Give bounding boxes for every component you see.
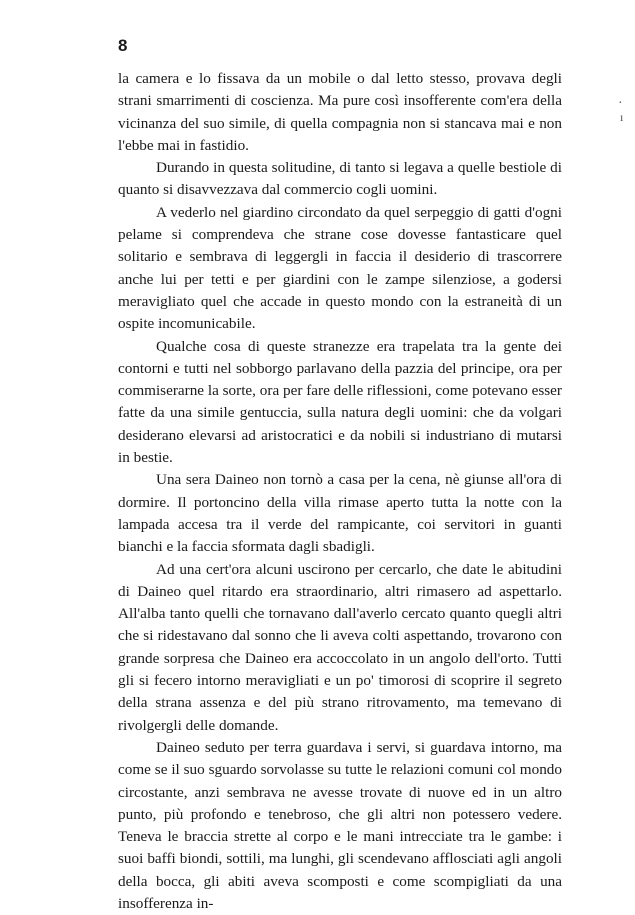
paragraph-7: Daineo seduto per terra guardava i servi, si guardava intorno, ma come se il suo sguardo sorvolasse su tutte le relazioni comuni col mondo circostante, anzi sembrava ne avesse trovate di nuove ed in un altro punto, più profondo e tenebroso, che gli altri non potessero vedere. Teneva le braccia strette al corpo e le mani intrecciate tra le gambe: i suoi baffi biondi, sottili, ma lunghi, gli scendevano afflosciati agli angoli della bocca, gli abiti aveva scomposti e come scompigliati da una insofferenza in-	[118, 738, 562, 912]
paragraph-6: Ad una cert'ora alcuni uscirono per cercarlo, che date le abitudini di Daineo quel ritardo era straordinario, altri rimasero ad aspettarlo. All'alba tanto quelli che tornavano dall'averlo cercato quanto quegli altri che si ridestavano dal sonno che li aveva colti aspettando, trovarono con grande sorpresa che Daineo era accoccolato in un angolo dell'orto. Tutti gli si fecero intorno meravigliati e un po' timorosi di scoprire il segreto della strana assenza e del più strano ritrovamento, ma temevano di rivolgergli delle domande.	[118, 560, 562, 734]
paragraph-4: Qualche cosa di queste stranezze era trapelata tra la gente dei contorni e tutti nel sobborgo parlavano della pazzia del principe, ora per commiserarne la sorte, ora per fare delle riflessioni, come potevano esser fatte da una simile gentuccia, sulla natura degli uomini: che da volgari desiderano elevarsi ad aristocratici e da nobili si industriano di mutarsi in bestie.	[118, 337, 562, 467]
body-text	[118, 68, 562, 915]
paragraph-3: A vederlo nel giardino circondato da quel serpeggio di gatti d'ogni pelame si comprendeva che strane cose dovesse fantasticare quel solitario e sembrava di leggergli in faccia il desiderio di trascorrere anche lui per tetti e per giardini con le zampe silenziose, a godersi meravigliato quel che accade in questo mondo con la estraneità di un ospite incomunicabile.	[118, 203, 562, 333]
margin-tick-icon: ı	[620, 110, 624, 124]
margin-speck-icon: ·	[618, 96, 623, 111]
paragraph-5: Una sera Daineo non tornò a casa per la cena, nè giunse all'ora di dormire. Il portoncino della villa rimase aperto tutta la notte con la lampada accesa tra il verde del rampicante, coi servitori in guanti bianchi e la faccia sformata dagli sbadigli.	[118, 471, 562, 556]
page-number: 8	[118, 36, 128, 55]
paragraph-2: Durando in questa solitudine, di tanto si legava a quelle bestiole di quanto si disavvezzava dal commercio cogli uomini.	[118, 159, 562, 199]
paragraph-1: la camera e lo fissava da un mobile o dal letto stesso, provava degli strani smarrimenti di coscienza. Ma pure così insofferente com'era della vicinanza del suo simile, di quella compagnia non si stancava mai e non l'ebbe mai in fastidio.	[118, 70, 562, 154]
